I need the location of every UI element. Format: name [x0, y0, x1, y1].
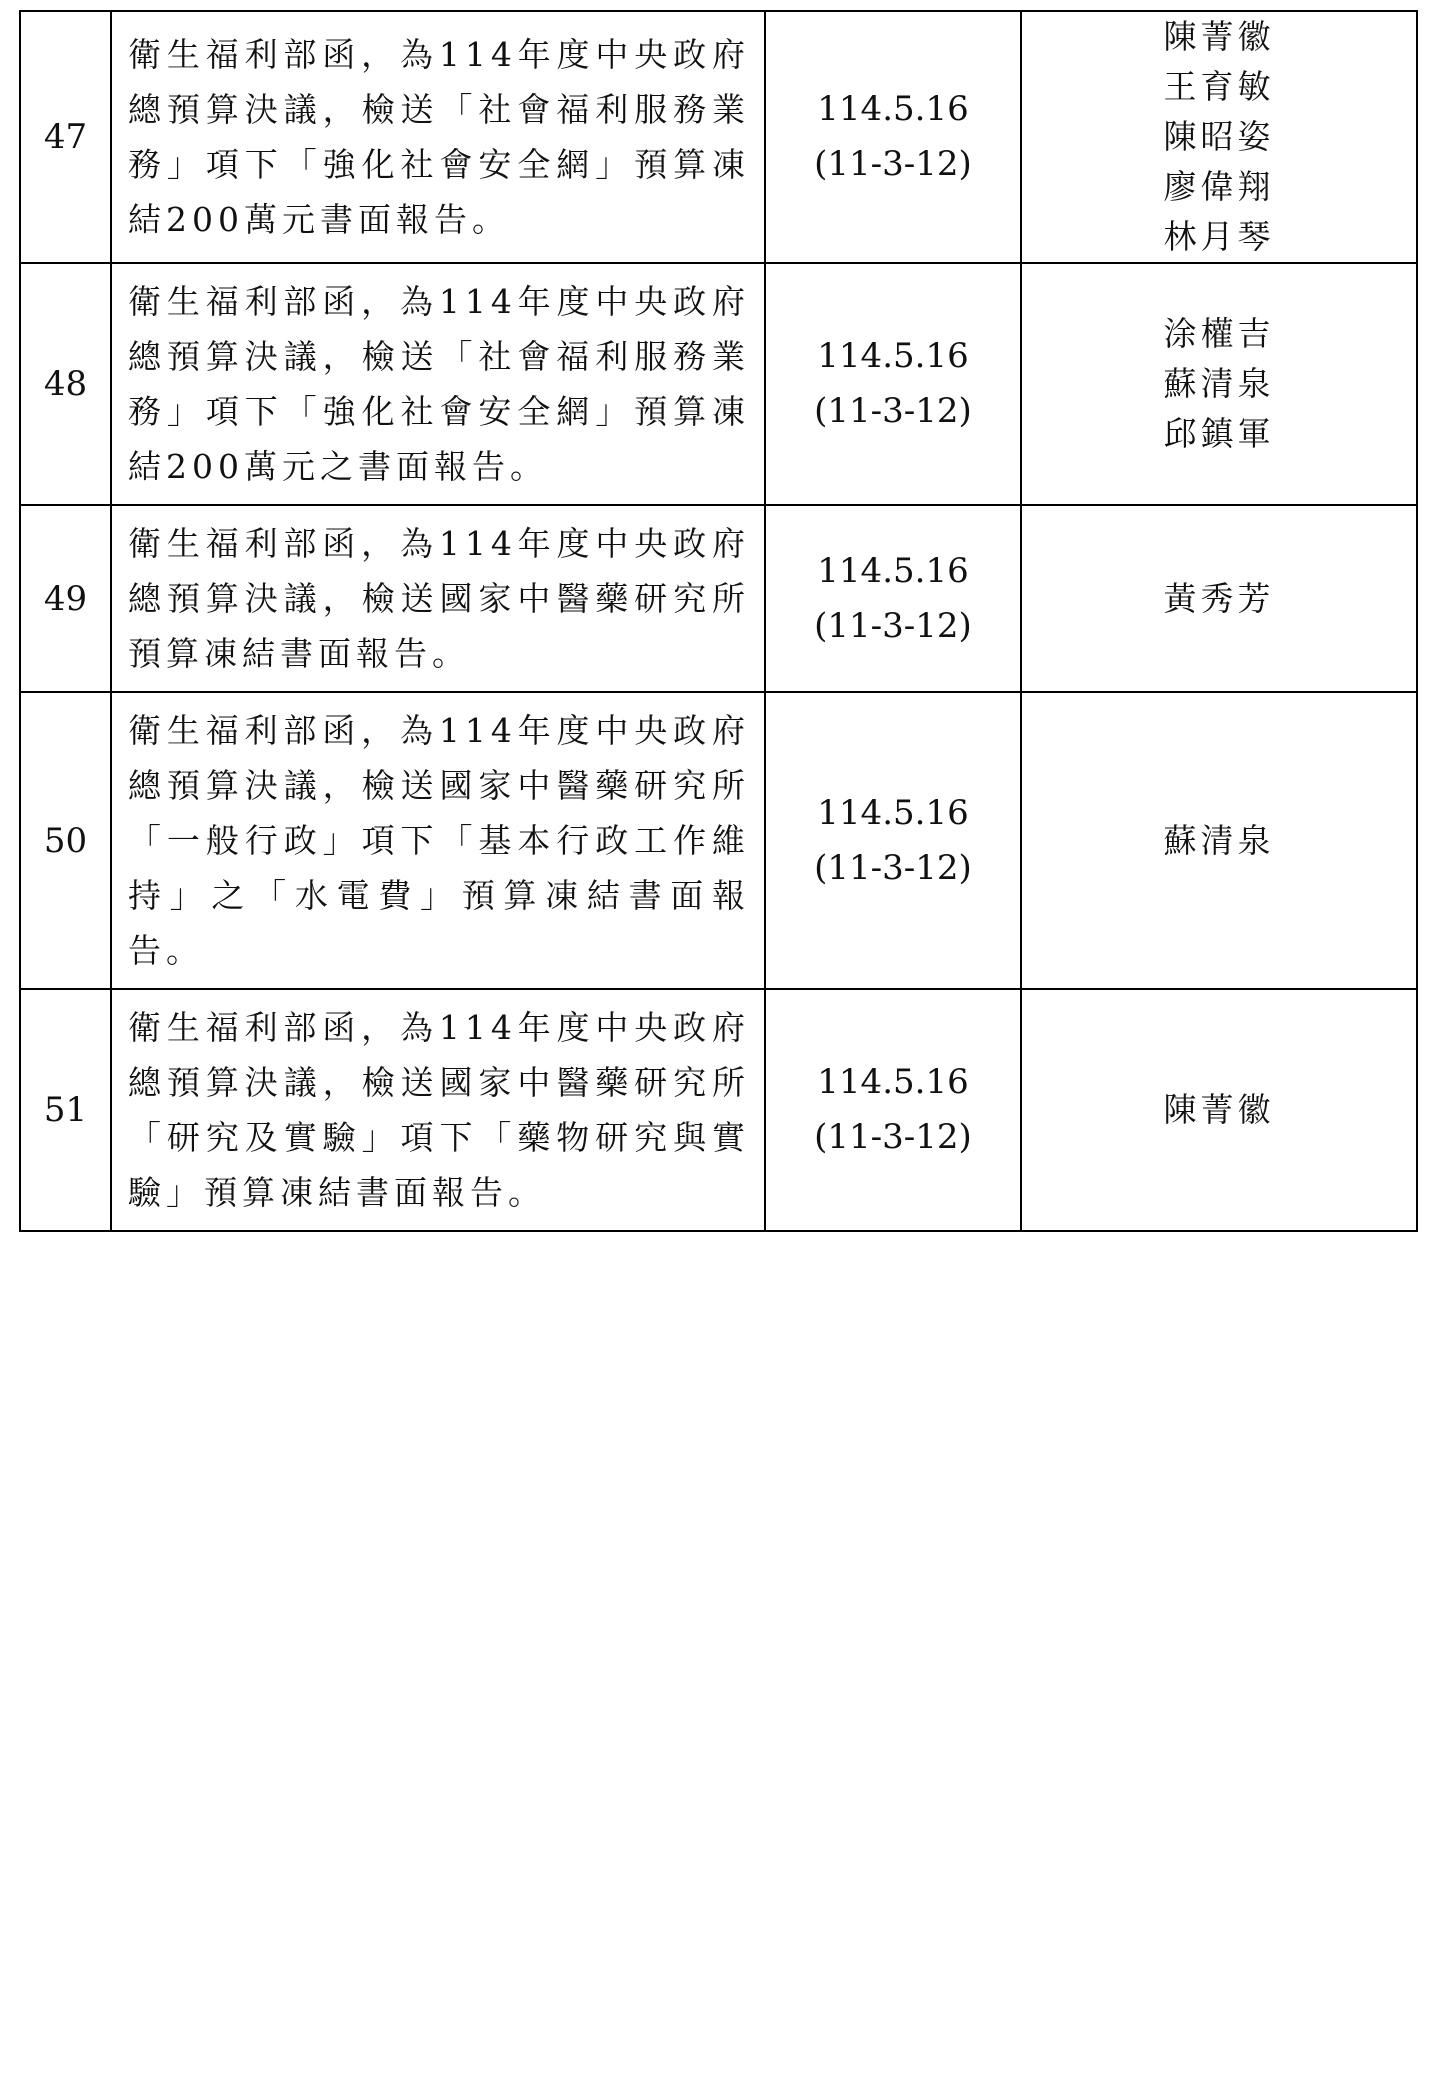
report-table — [19, 10, 1418, 1232]
row-description: 衛生福利部函，為114年度中央政府總預算決議，檢送「社會福利服務業務」項下「強化社會安全網」預算凍結200萬元書面報告。 — [111, 11, 765, 263]
row-session: (11-3-12) — [814, 1117, 972, 1157]
row-session: (11-3-12) — [814, 391, 972, 431]
table-body — [20, 11, 1417, 1231]
row-name: 邱鎮軍 — [1163, 414, 1275, 453]
row-date-cell — [765, 692, 1021, 989]
row-number: 49 — [20, 505, 111, 692]
row-date-cell — [765, 263, 1021, 505]
row-date-cell — [765, 11, 1021, 263]
row-date: 114.5.16 — [817, 89, 969, 129]
row-name: 陳菁徽 — [1163, 1090, 1275, 1129]
table-row — [20, 692, 1417, 989]
table-row — [20, 263, 1417, 505]
row-number: 47 — [20, 11, 111, 263]
row-date: 114.5.16 — [817, 1062, 969, 1102]
row-names-cell — [1021, 989, 1417, 1231]
row-name: 蘇清泉 — [1163, 364, 1275, 403]
row-name: 陳菁徽 — [1163, 17, 1275, 56]
row-date-cell — [765, 505, 1021, 692]
row-name: 陳昭姿 — [1163, 117, 1275, 156]
row-names-cell — [1021, 263, 1417, 505]
row-date-cell — [765, 989, 1021, 1231]
row-description: 衛生福利部函，為114年度中央政府總預算決議，檢送國家中醫藥研究所「研究及實驗」項下「藥物研究與實驗」預算凍結書面報告。 — [111, 989, 765, 1231]
table-row — [20, 989, 1417, 1231]
row-names-cell — [1021, 11, 1417, 263]
row-name: 王育敏 — [1163, 67, 1275, 106]
row-description: 衛生福利部函，為114年度中央政府總預算決議，檢送「社會福利服務業務」項下「強化社會安全網」預算凍結200萬元之書面報告。 — [111, 263, 765, 505]
row-names-cell — [1021, 505, 1417, 692]
row-name: 林月琴 — [1163, 217, 1275, 256]
row-name: 黃秀芳 — [1163, 578, 1275, 618]
row-number: 48 — [20, 263, 111, 505]
row-description: 衛生福利部函，為114年度中央政府總預算決議，檢送國家中醫藥研究所「一般行政」項下「基本行政工作維持」之「水電費」預算凍結書面報告。 — [111, 692, 765, 989]
row-date: 114.5.16 — [817, 792, 969, 833]
row-session: (11-3-12) — [814, 144, 972, 184]
row-description: 衛生福利部函，為114年度中央政府總預算決議，檢送國家中醫藥研究所預算凍結書面報告。 — [111, 505, 765, 692]
row-number: 51 — [20, 989, 111, 1231]
row-number: 50 — [20, 692, 111, 989]
row-date: 114.5.16 — [817, 550, 969, 591]
row-name: 涂權吉 — [1163, 314, 1275, 353]
row-name: 蘇清泉 — [1163, 820, 1275, 860]
row-session: (11-3-12) — [814, 847, 972, 888]
row-date: 114.5.16 — [817, 336, 969, 376]
table-row — [20, 11, 1417, 263]
row-session: (11-3-12) — [814, 605, 972, 646]
row-name: 廖偉翔 — [1163, 167, 1275, 206]
row-names-cell — [1021, 692, 1417, 989]
table-row — [20, 505, 1417, 692]
